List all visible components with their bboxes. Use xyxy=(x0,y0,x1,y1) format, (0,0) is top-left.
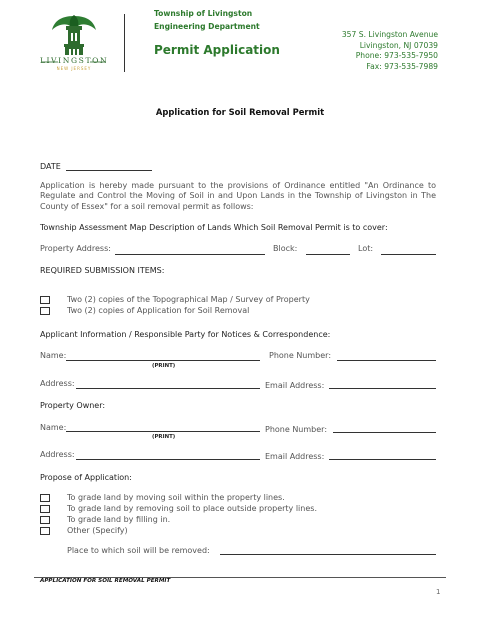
applicant-name-field[interactable] xyxy=(66,360,260,361)
owner-print-note: (PRINT) xyxy=(152,434,176,440)
applicant-address-label: Address: xyxy=(40,379,75,388)
applicant-heading: Applicant Information / Responsible Party for Notices & Correspondence: xyxy=(40,330,331,339)
removal-place-field[interactable] xyxy=(220,554,436,555)
address-city: Livingston, NJ 07039 xyxy=(359,40,438,50)
document-title: Application for Soil Removal Permit xyxy=(155,107,325,117)
applicant-print-note: (PRINT) xyxy=(152,363,176,369)
date-field[interactable] xyxy=(66,170,152,171)
owner-email-label: Email Address: xyxy=(265,452,325,461)
applicant-email-label: Email Address: xyxy=(265,381,325,390)
owner-address-field[interactable] xyxy=(76,459,260,460)
purpose-checkbox-other[interactable] xyxy=(40,527,50,535)
owner-name-field[interactable] xyxy=(66,431,260,432)
lot-label: Lot: xyxy=(358,244,374,253)
address-fax: Fax: 973-535-7989 xyxy=(366,61,438,71)
footer-text: APPLICATION FOR SOIL REMOVAL PERMIT xyxy=(40,578,171,584)
purpose-checkbox-within[interactable] xyxy=(40,494,50,502)
assessment-heading: Township Assessment Map Description of Lands Which Soil Removal Permit is to cover: xyxy=(40,223,388,232)
removal-place-label: Place to which soil will be removed: xyxy=(67,546,210,555)
page-number: 1 xyxy=(436,588,441,596)
required-heading: REQUIRED SUBMISSION ITEMS: xyxy=(40,266,165,275)
owner-phone-label: Phone Number: xyxy=(265,425,328,434)
owner-name-label: Name: xyxy=(40,423,67,432)
header-department: Engineering Department xyxy=(154,22,260,31)
header-township: Township of Livingston xyxy=(154,9,253,18)
block-label: Block: xyxy=(273,244,298,253)
required-item-application: Two (2) copies of Application for Soil Removal xyxy=(67,306,250,315)
owner-address-label: Address: xyxy=(40,450,75,459)
purpose-item-other: Other (Specify) xyxy=(67,526,128,535)
logo-tagline: NEW JERSEY xyxy=(56,66,92,71)
address-street: 357 S. Livingston Avenue xyxy=(341,30,438,39)
purpose-heading: Propose of Application: xyxy=(40,473,132,482)
owner-phone-field[interactable] xyxy=(333,432,436,433)
address-phone: Phone: 973-535-7950 xyxy=(355,51,438,61)
required-checkbox-topo-map[interactable] xyxy=(40,296,50,304)
header-title: Permit Application xyxy=(154,43,280,57)
required-item-topo-map: Two (2) copies of the Topographical Map / Survey of Property xyxy=(67,295,310,304)
intro-paragraph: Application is hereby made pursuant to the provisions of Ordinance entitled "An Ordinance to Regulate and Control the Moving of Soil in and Upon Lands in the Township of Livingston in The County of Essex" for a soil removal permit as follows: xyxy=(40,181,436,211)
logo-wordmark: LIVINGSTON xyxy=(39,56,109,65)
applicant-name-label: Name: xyxy=(40,351,67,360)
lot-field[interactable] xyxy=(381,254,436,255)
applicant-phone-label: Phone Number: xyxy=(269,351,332,360)
applicant-phone-field[interactable] xyxy=(337,360,436,361)
property-address-label: Property Address: xyxy=(40,244,111,253)
purpose-item-outside: To grade land by removing soil to place outside property lines. xyxy=(67,504,317,513)
owner-heading: Property Owner: xyxy=(40,401,106,410)
applicant-email-field[interactable] xyxy=(329,388,436,389)
property-address-field[interactable] xyxy=(115,254,265,255)
purpose-checkbox-outside[interactable] xyxy=(40,505,50,513)
required-checkbox-application[interactable] xyxy=(40,307,50,315)
date-label: DATE xyxy=(40,162,61,171)
purpose-item-within: To grade land by moving soil within the property lines. xyxy=(67,493,285,502)
header-address-block xyxy=(342,30,438,72)
applicant-address-field[interactable] xyxy=(76,388,260,389)
purpose-item-filling: To grade land by filling in. xyxy=(67,515,171,524)
owner-email-field[interactable] xyxy=(329,459,436,460)
block-field[interactable] xyxy=(306,254,350,255)
header-divider xyxy=(124,14,125,72)
purpose-checkbox-filling[interactable] xyxy=(40,516,50,524)
